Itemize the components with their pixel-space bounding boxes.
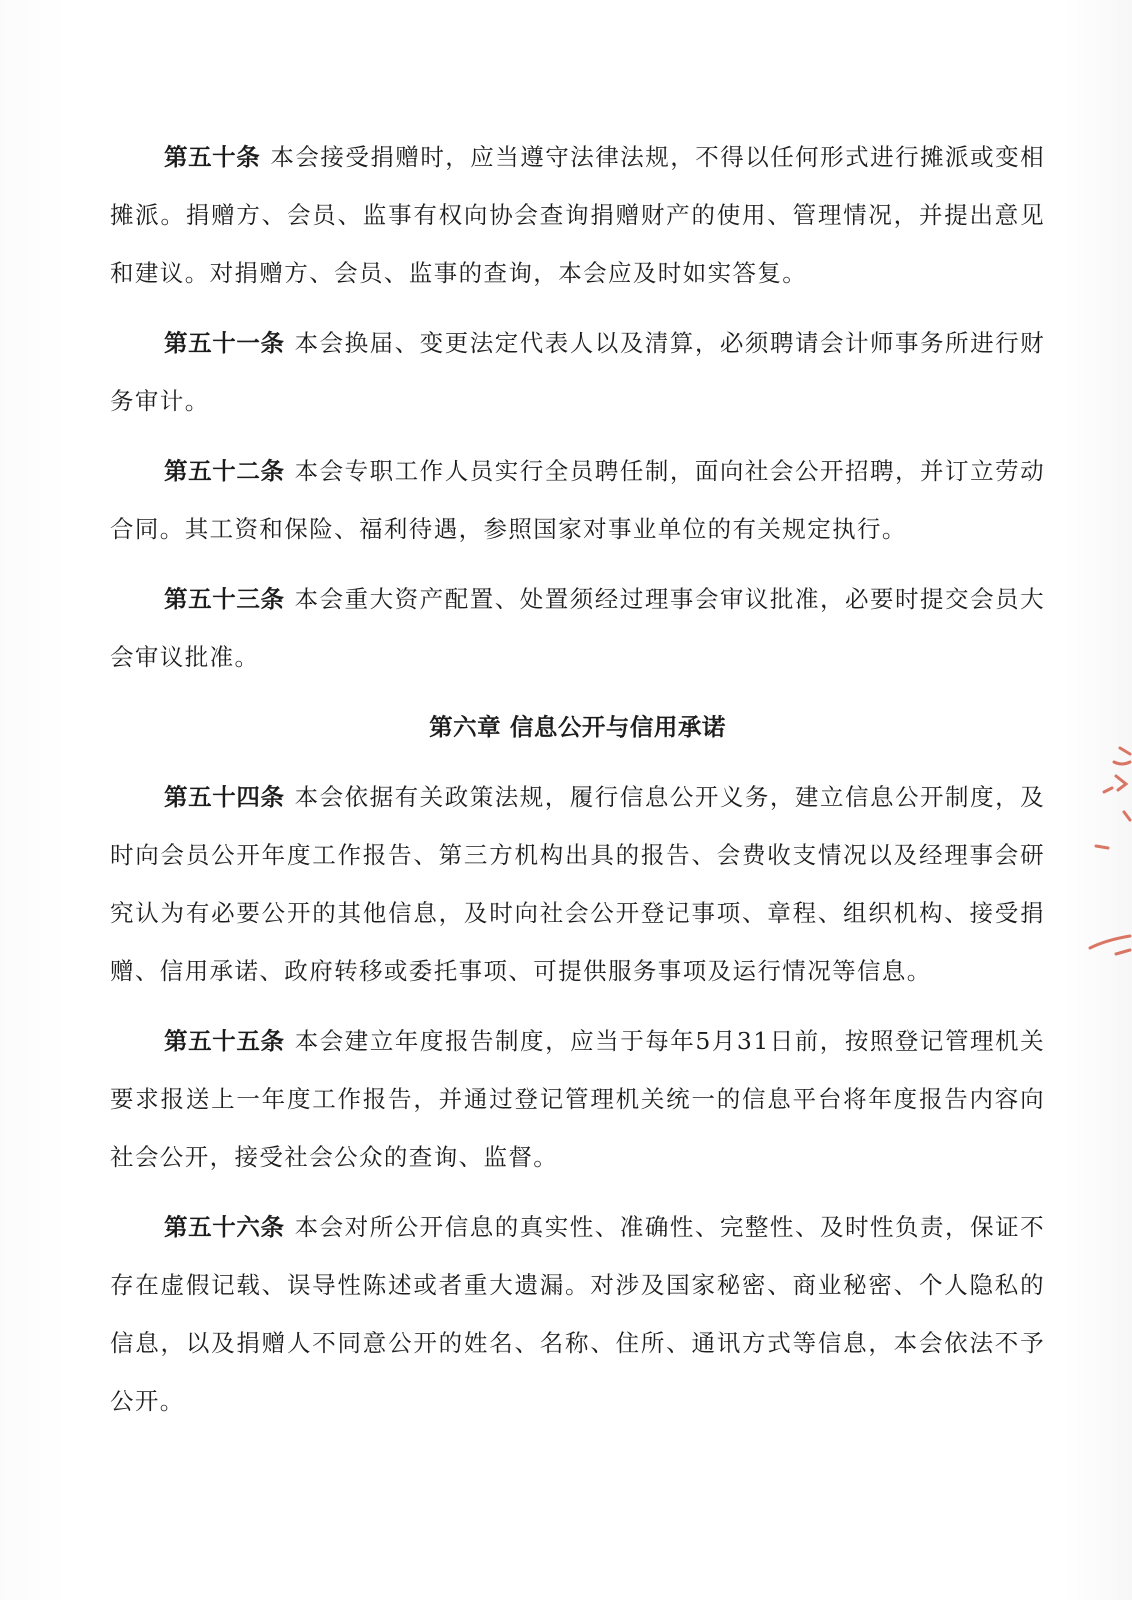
document-body bbox=[110, 128, 1045, 1442]
article-label: 第五十四条 bbox=[164, 783, 285, 811]
article-label: 第五十条 bbox=[164, 143, 261, 171]
article-51 bbox=[110, 314, 1045, 430]
article-text: 本会换届、变更法定代表人以及清算，必须聘请会计师事务所进行财务审计。 bbox=[110, 329, 1046, 415]
article-text: 本会对所公开信息的真实性、准确性、完整性、及时性负责，保证不存在虚假记载、误导性陈述或者重大遗漏。对涉及国家秘密、商业秘密、个人隐私的信息，以及捐赠人不同意公开的姓名、名称、住所、通讯方式等信息，本会依法不予公开。 bbox=[110, 1213, 1046, 1415]
article-53 bbox=[110, 570, 1045, 686]
article-56 bbox=[110, 1198, 1045, 1430]
article-text: 本会依据有关政策法规，履行信息公开义务，建立信息公开制度，及时向会员公开年度工作报告、第三方机构出具的报告、会费收支情况以及经理事会研究认为有必要公开的其他信息，及时向社会公开登记事项、章程、组织机构、接受捐赠、信用承诺、政府转移或委托事项、可提供服务事项及运行情况等信息。 bbox=[110, 783, 1046, 985]
article-label: 第五十六条 bbox=[164, 1213, 285, 1241]
article-label: 第五十二条 bbox=[164, 457, 285, 485]
article-54 bbox=[110, 768, 1045, 1000]
article-text: 本会专职工作人员实行全员聘任制，面向社会公开招聘，并订立劳动合同。其工资和保险、福利待遇，参照国家对事业单位的有关规定执行。 bbox=[110, 457, 1046, 543]
article-52 bbox=[110, 442, 1045, 558]
article-text: 本会接受捐赠时，应当遵守法律法规，不得以任何形式进行摊派或变相摊派。捐赠方、会员、监事有权向协会查询捐赠财产的使用、管理情况，并提出意见和建议。对捐赠方、会员、监事的查询，本会应及时如实答复。 bbox=[110, 143, 1046, 287]
chapter-title: 第六章 信息公开与信用承诺 bbox=[429, 713, 726, 741]
article-label: 第五十五条 bbox=[164, 1027, 285, 1055]
article-50 bbox=[110, 128, 1045, 302]
seal-stamp-fragment bbox=[1086, 740, 1132, 970]
article-text: 本会建立年度报告制度，应当于每年5月31日前，按照登记管理机关要求报送上一年度工作报告，并通过登记管理机关统一的信息平台将年度报告内容向社会公开，接受社会公众的查询、监督。 bbox=[110, 1027, 1045, 1171]
article-55 bbox=[110, 1012, 1045, 1186]
article-label: 第五十一条 bbox=[164, 329, 285, 357]
article-text: 本会重大资产配置、处置须经过理事会审议批准，必要时提交会员大会审议批准。 bbox=[110, 585, 1046, 671]
article-label: 第五十三条 bbox=[164, 585, 285, 613]
